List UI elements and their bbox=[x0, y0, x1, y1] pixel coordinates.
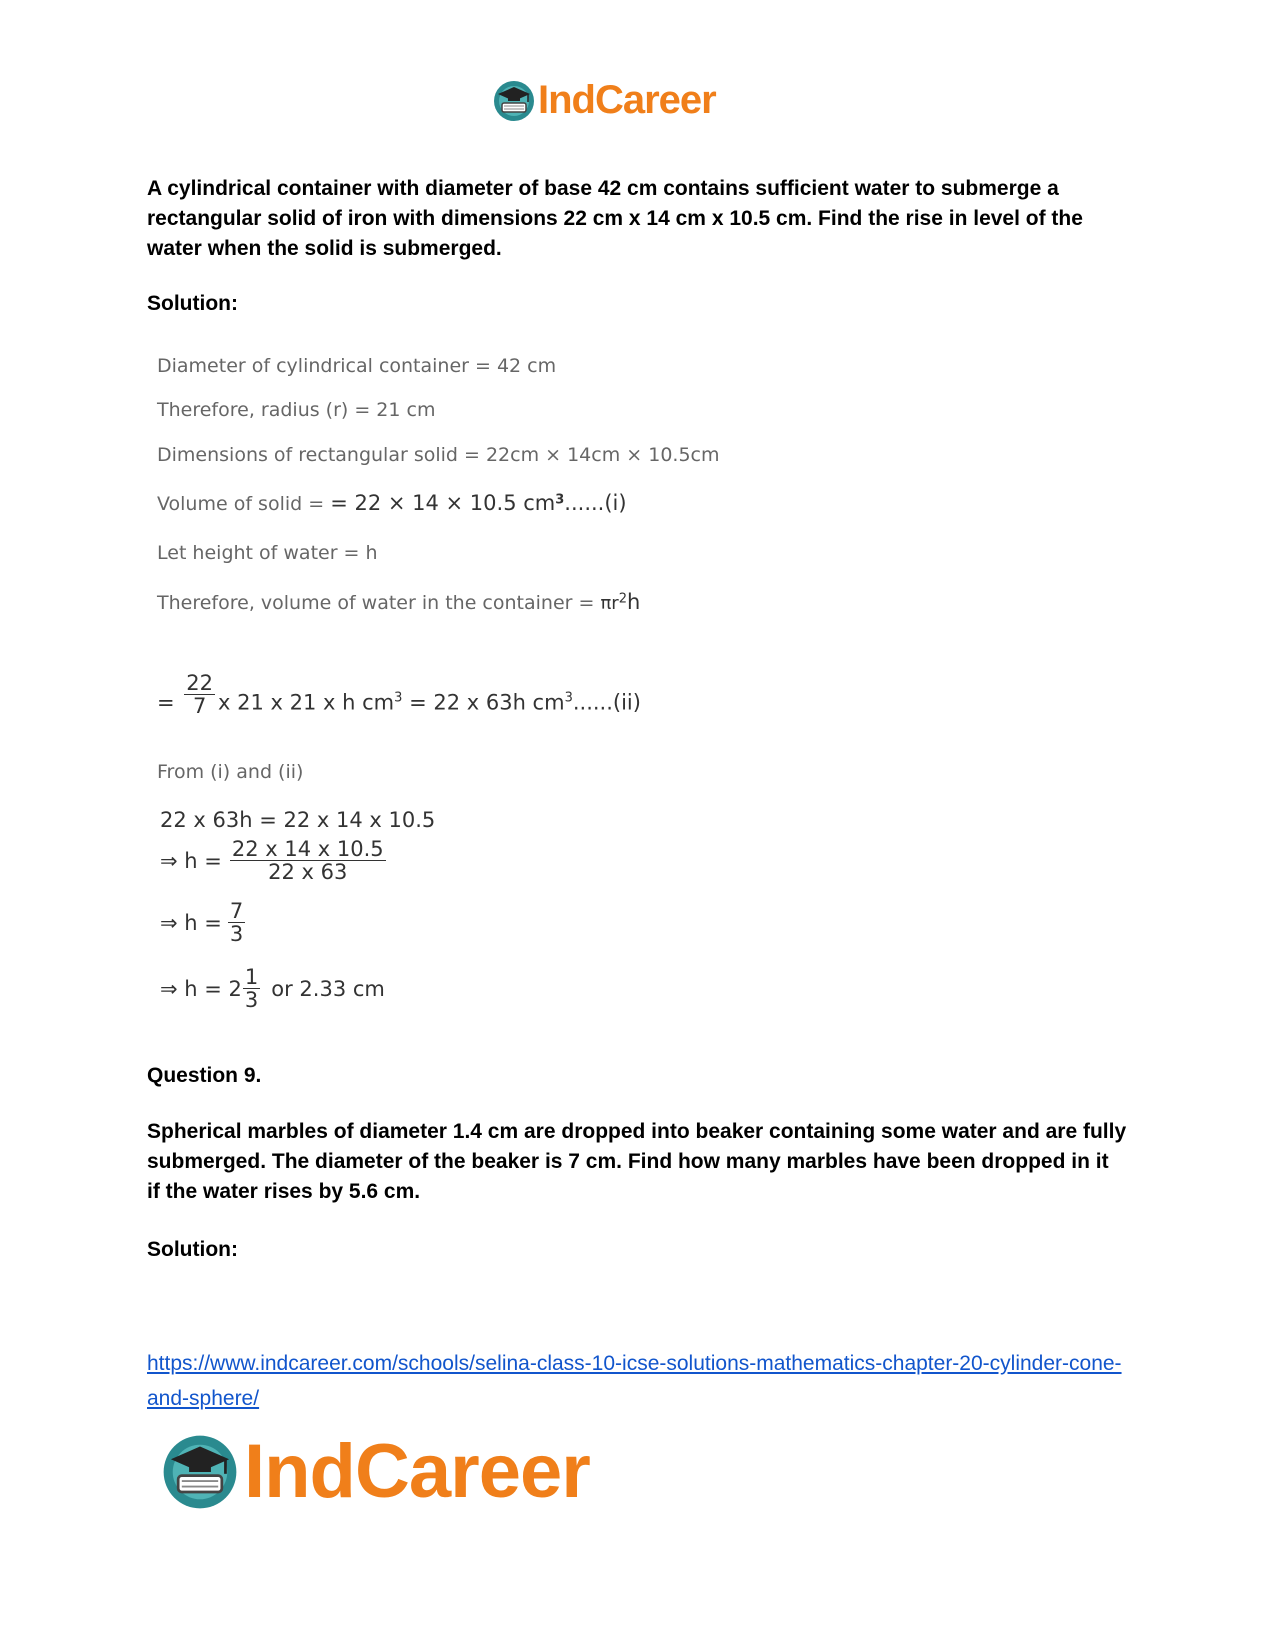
graduation-cap-book-icon bbox=[492, 79, 536, 123]
step-equation-2: ⇒ h = $\frac{22 x 14 x 10.5}{22 x 63}$ bbox=[160, 837, 384, 885]
solution-line-diameter: Diameter of cylindrical container = 42 cm bbox=[157, 355, 557, 377]
solution-line-volume-water: Therefore, volume of water in the container = $\pi r^2h$ bbox=[157, 590, 641, 614]
step-equation-1: 22 x 63h = 22 x 14 x 10.5 bbox=[160, 808, 436, 832]
header-logo-text: IndCareer bbox=[538, 78, 716, 122]
fraction-22-over-7: $\frac{22}{7}$ bbox=[186, 671, 214, 719]
graduation-cap-book-icon bbox=[160, 1432, 240, 1512]
solution-line-height: Let height of water = h bbox=[157, 542, 378, 564]
footer-logo bbox=[160, 1428, 590, 1515]
solution-line-radius: Therefore, radius (r) = 21 cm bbox=[157, 399, 436, 421]
solution-label-8: Solution: bbox=[147, 292, 238, 315]
fraction-step-3: $\frac{7}{3}$ bbox=[229, 899, 244, 947]
solution-line-from: From (i) and (ii) bbox=[157, 761, 304, 783]
solution-line-dimensions: Dimensions of rectangular solid = 22cm × 14cm × 10.5cm bbox=[157, 444, 720, 466]
solution-line-volume-solid: Volume of solid = = 22 × 14 × 10.5 $cm^3......(i)$ bbox=[157, 491, 627, 515]
fraction-step-4: $\frac{1}{3}$ bbox=[244, 965, 259, 1013]
step-equation-3: ⇒ h = $\frac{7}{3}$ bbox=[160, 899, 244, 947]
question-9-text: Spherical marbles of diameter 1.4 cm are dropped into beaker containing some water and are fully submerged. The diameter of the beaker is 7 cm. Find how many marbles have been dropped in it if the water rises by 5.6 cm. bbox=[147, 1120, 1127, 1203]
fraction-step-2: $\frac{22 x 14 x 10.5}{22 x 63}$ bbox=[231, 837, 384, 885]
step-equation-4: ⇒ h = 2 $\frac{1}{3}$ or 2.33 cm bbox=[160, 965, 385, 1013]
equation-ii: = $\frac{22}{7}$ x 21 x 21 x h $cm^3 = 22$ x 63h $cm^3......(ii)$ bbox=[157, 671, 641, 719]
header-logo bbox=[492, 78, 716, 123]
question-8-text: A cylindrical container with diameter of base 42 cm contains sufficient water to submerge a rectangular solid of iron with dimensions 22 cm x 14 cm x 10.5 cm. Find the rise in level of the water when the solid is submerged. bbox=[147, 177, 1083, 260]
footer-source-link[interactable]: https://www.indcareer.com/schools/selina-class-10-icse-solutions-mathematics-chapter-20-cylinder-cone-and-sphere/ bbox=[147, 1352, 1122, 1410]
footer-logo-text: IndCareer bbox=[244, 1429, 590, 1514]
question-9-title: Question 9. bbox=[147, 1064, 262, 1087]
solution-label-9: Solution: bbox=[147, 1238, 238, 1261]
